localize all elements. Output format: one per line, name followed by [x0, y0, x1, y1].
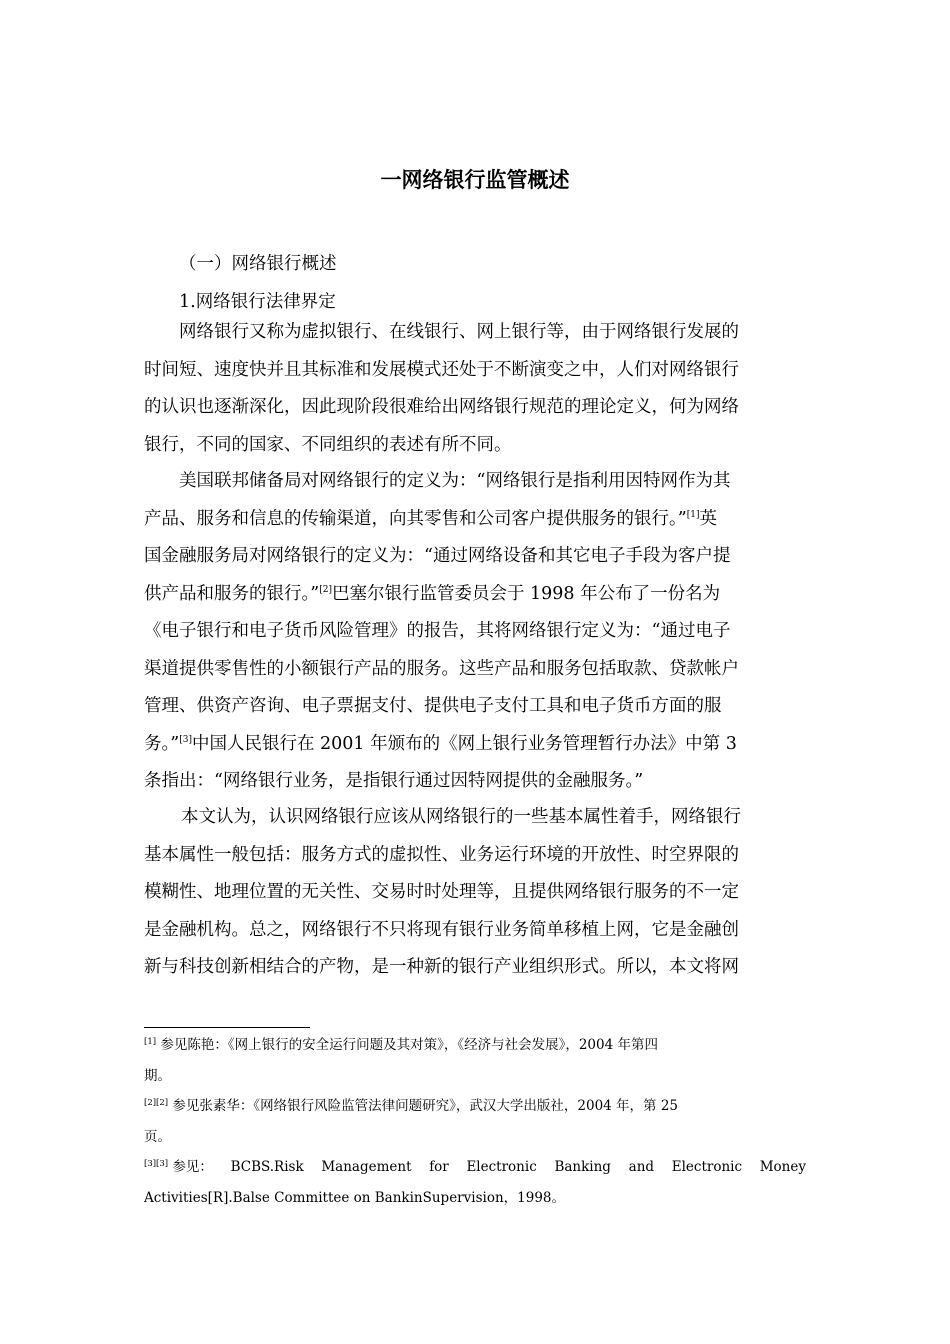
paragraph-line: 本文认为，认识网络银行应该从网络银行的一些基本属性着手，网络银行 — [181, 807, 741, 827]
footnote-word: and — [628, 1159, 655, 1175]
footnote-word — [144, 1152, 213, 1183]
paragraph-line: 美国联邦储备局对网络银行的定义为：“网络银行是指利用因特网作为其 — [179, 471, 731, 491]
footnote-mark: [3][3] — [144, 1159, 169, 1169]
footnote-line: 页。 — [144, 1128, 171, 1145]
paragraph-line: 条指出：“网络银行业务，是指银行通过因特网提供的金融服务。” — [144, 771, 644, 791]
footnote-line: Activities[R].Balse Committee on BankinSupervision，1998。 — [144, 1189, 566, 1206]
footnote-word: Management — [321, 1159, 412, 1175]
line-text: 务。” — [144, 733, 180, 754]
footnote-ref: [1] — [686, 509, 700, 520]
line-text: 2001 — [320, 733, 365, 754]
footnote-word: Money — [759, 1159, 806, 1175]
paragraph-line: 模糊性、地理位置的无关性、交易时时处理等，且提供网络银行服务的不一定 — [144, 882, 739, 902]
paragraph-line — [144, 726, 806, 764]
footnote-ref: [2] — [319, 584, 332, 595]
line-text: 年颁布的 — [370, 733, 441, 754]
paragraph-line: 基本属性一般包括：服务方式的虚拟性、业务运行环境的开放性、时空界限的 — [144, 844, 739, 865]
footnote-separator — [144, 1027, 310, 1028]
line-text: 产品、服务和信息的传输渠道，向其零售和公司客户提供服务的银行。” — [144, 508, 687, 529]
footnote-text: 参见： — [172, 1159, 213, 1175]
paragraph-line: 管理、供资产咨询、电子票据支付、提供电子支付工具和电子货币方面的服 — [144, 696, 722, 716]
footnote-line — [144, 1152, 806, 1183]
footnote-mark: [2][2] — [144, 1098, 169, 1108]
footnote-text: 参见陈艳：《网上银行的安全运行问题及其对策》，《经济与社会发展》，2004 年第四 — [160, 1037, 658, 1053]
paragraph-2 — [144, 463, 806, 801]
line-text: 1998 — [530, 583, 575, 604]
section-heading: （一）网络银行概述 — [179, 254, 337, 274]
paragraph-line — [144, 576, 806, 614]
footnote-word: Electronic — [466, 1159, 537, 1175]
line-text: 巴塞尔银行监管委员会于 — [331, 583, 525, 604]
footnote-word: BCBS.Risk — [230, 1159, 304, 1175]
footnote-word: for — [429, 1159, 449, 1175]
paragraph-line — [144, 501, 806, 539]
page-title: 一网络银行监管概述 — [380, 168, 570, 192]
line-text: 中国人民银行在 — [191, 733, 315, 754]
footnotes — [144, 1030, 806, 1213]
footnote-ref: [3] — [179, 734, 192, 745]
paragraph-line: 是金融机构。总之，网络银行不只将现有银行业务简单移植上网，它是金融创 — [144, 919, 739, 940]
footnote-text: 参见张素华：《网络银行风险监管法律问题研究》，武汉大学出版社，2004 年，第 25 — [172, 1098, 679, 1114]
line-text: 英 — [699, 508, 717, 529]
footnote-line — [144, 1030, 806, 1061]
footnote-mark: [1] — [144, 1037, 157, 1047]
paragraph-line: 新与科技创新相结合的产物，是一种新的银行产业组织形式。所以，本文将网 — [144, 957, 739, 977]
paragraph-1 — [144, 314, 806, 464]
paragraph-line: 的认识也逐渐深化，因此现阶段很难给出网络银行规范的理论定义，何为网络 — [144, 397, 739, 417]
paragraph-3 — [144, 799, 806, 987]
paragraph-line: 《电子银行和电子货币风险管理》的报告，其将网络银行定义为：“通过电子 — [144, 621, 731, 641]
footnote-word: Banking — [554, 1159, 611, 1175]
paragraph-line: 国金融服务局对网络银行的定义为：“通过网络设备和其它电子手段为客户提 — [144, 546, 731, 566]
paragraph-line: 渠道提供零售性的小额银行产品的服务。这些产品和服务包括取款、贷款帐户 — [144, 658, 739, 679]
paragraph-line: 时间短、速度快并且其标准和发展模式还处于不断演变之中，人们对网络银行 — [144, 359, 739, 380]
footnote-line — [144, 1091, 806, 1122]
footnote-word: Electronic — [671, 1159, 743, 1175]
section-heading-block — [144, 246, 806, 321]
line-text: 供产品和服务的银行。” — [144, 583, 320, 604]
paragraph-line: 银行，不同的国家、不同组织的表述有所不同。 — [144, 434, 512, 455]
paragraph-line: 网络银行又称为虚拟银行、在线银行、网上银行等，由于网络银行发展的 — [179, 322, 739, 342]
line-text: 年公布了一份名为 — [580, 583, 721, 604]
footnote-line: 期。 — [144, 1067, 171, 1084]
line-text: 《网上银行业务管理暂行办法》中第 3 — [440, 733, 737, 754]
subsection-heading: 1.网络银行法律界定 — [179, 291, 336, 312]
